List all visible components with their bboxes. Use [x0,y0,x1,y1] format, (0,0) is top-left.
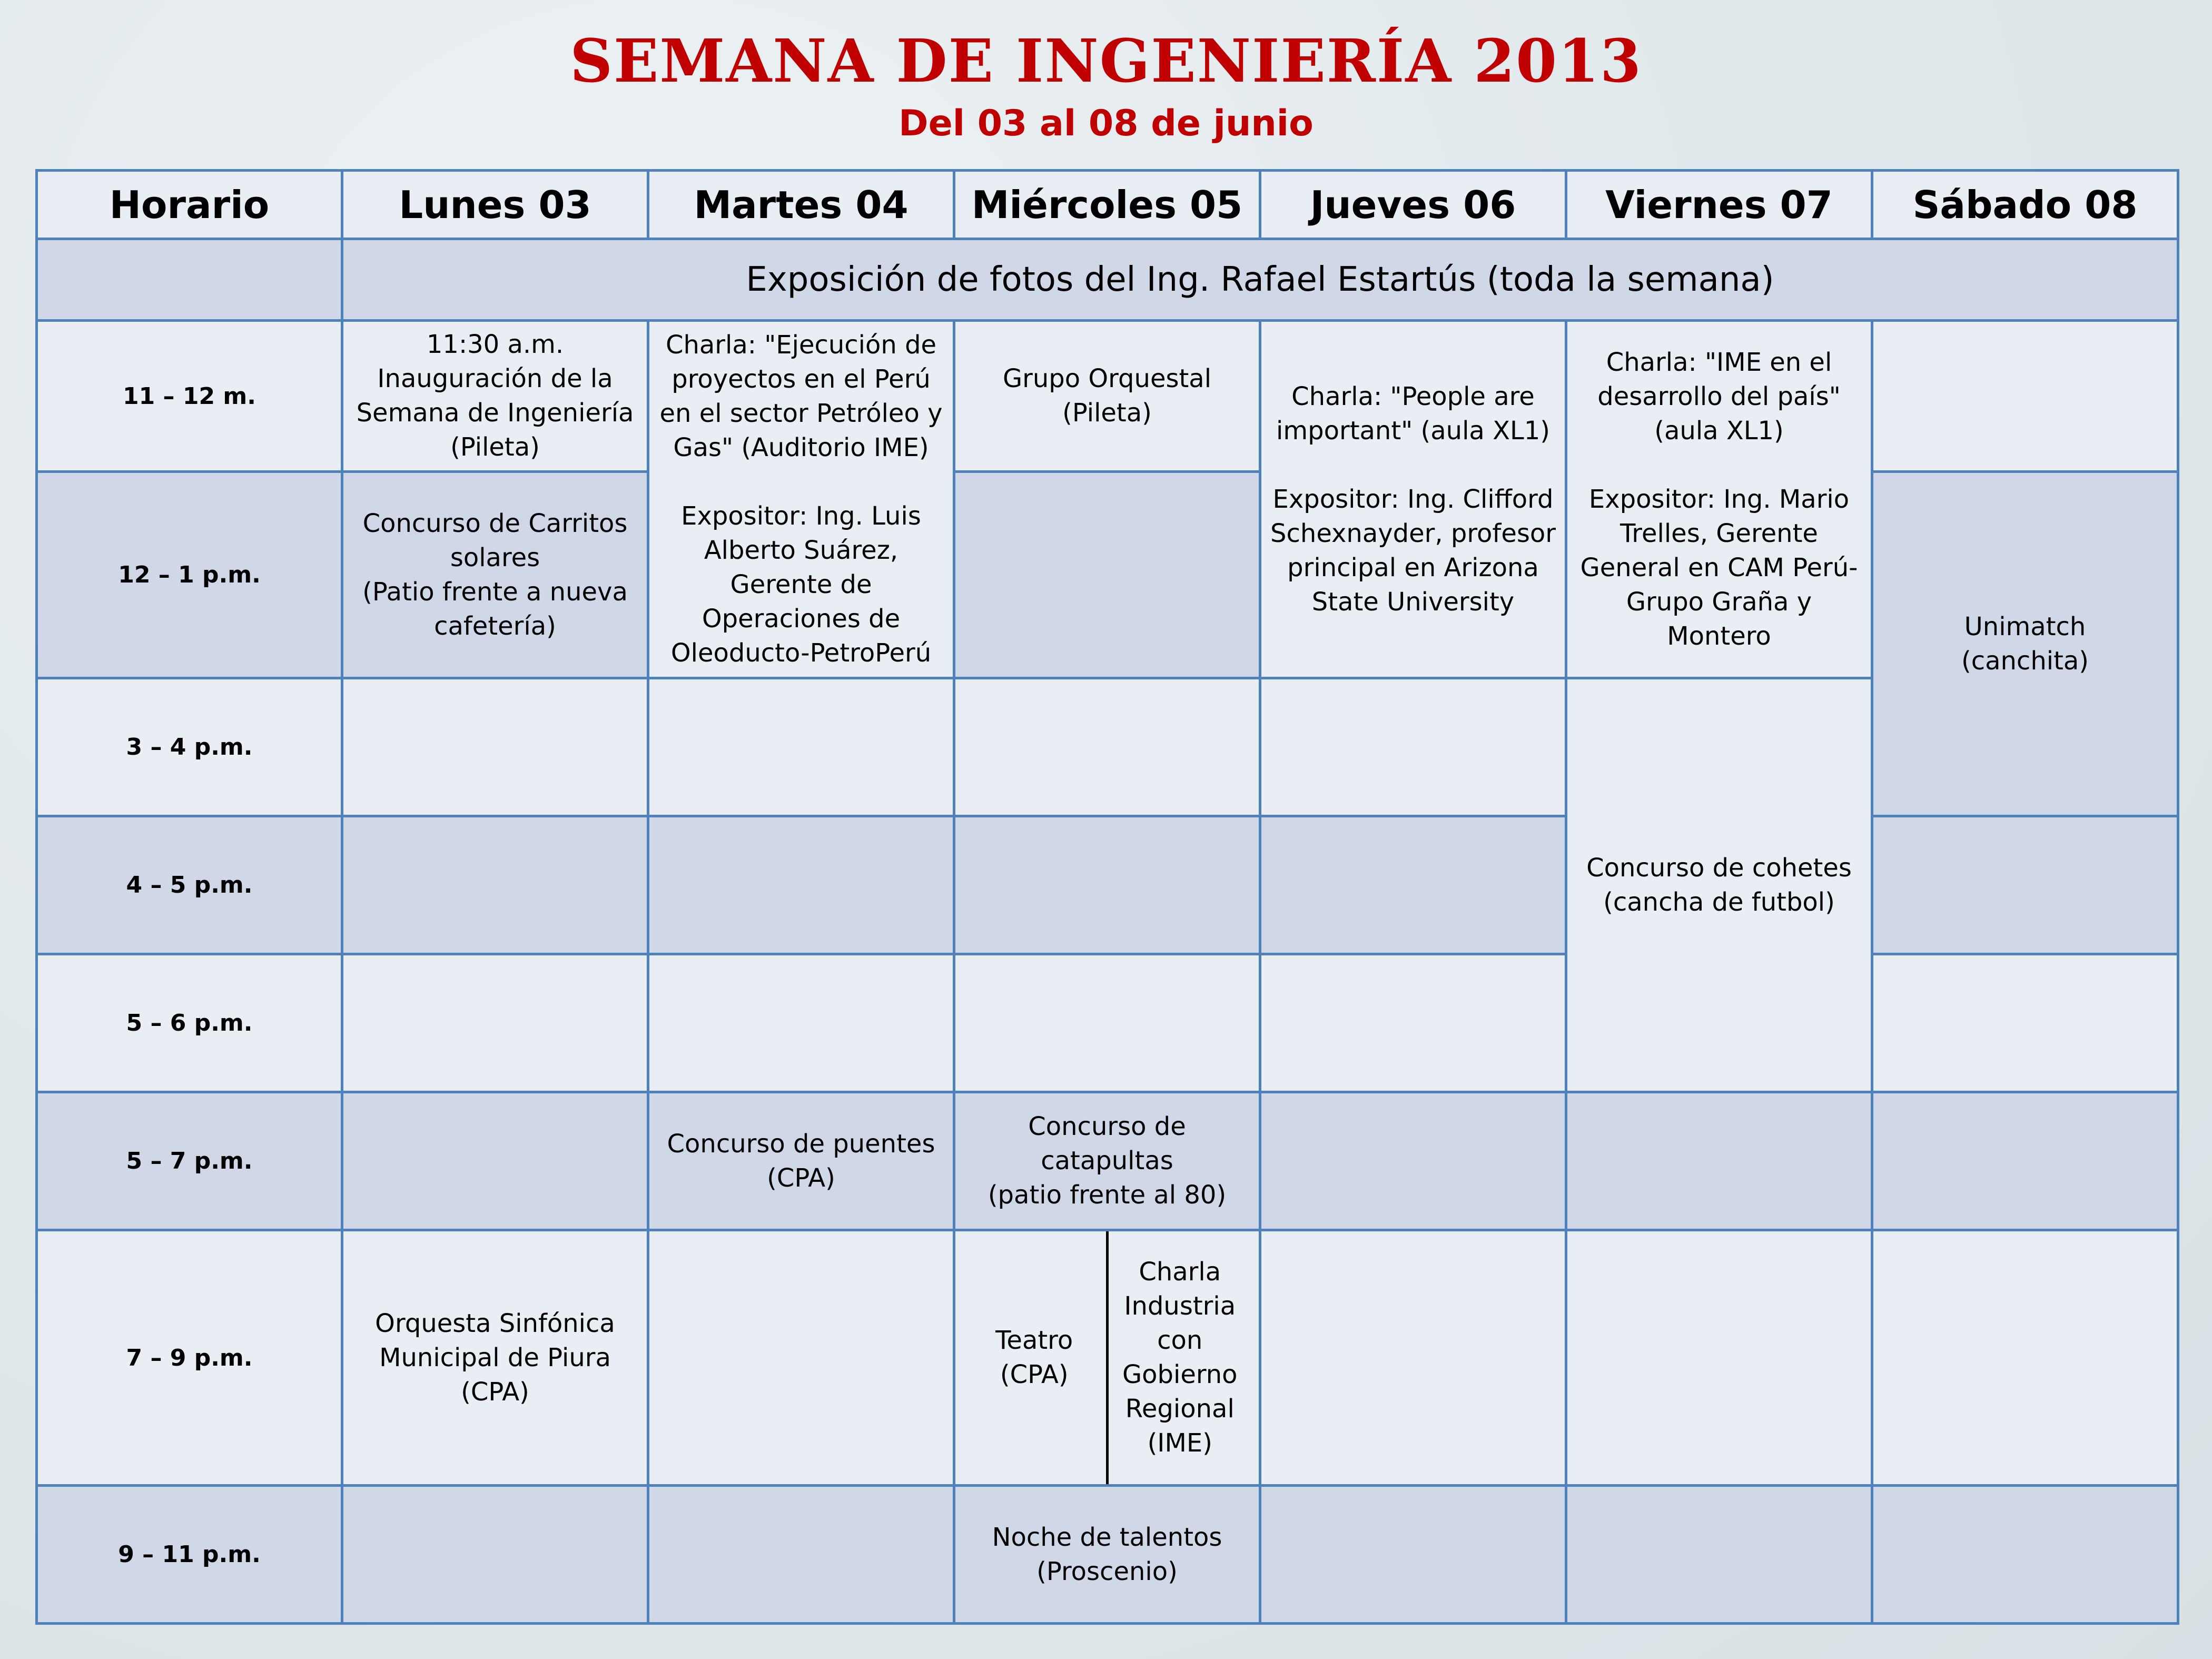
empty-cell [954,678,1260,816]
empty-cell [954,816,1260,954]
event-orquesta-sinfonica: Orquesta Sinfónica Municipal de Piura (CPA) [342,1230,648,1486]
column-header-lunes: Lunes 03 [342,171,648,239]
empty-cell [1566,1230,1872,1486]
column-header-sabado: Sábado 08 [1872,171,2178,239]
event-grupo-orquestal: Grupo Orquestal (Pileta) [954,321,1260,472]
empty-cell [1260,1230,1566,1486]
exposition-cell: Exposición de fotos del Ing. Rafael Estartús (toda la semana) [342,239,2178,321]
split-container [963,1231,1251,1484]
empty-cell [1872,954,2178,1092]
empty-cell [1260,1092,1566,1230]
empty-cell [648,1486,954,1624]
event-charla-jueves: Charla: "People are important" (aula XL1) Expositor: Ing. Clifford Schexnayder, profesor principal en Arizona State University [1260,321,1566,678]
empty-cell [1260,1486,1566,1624]
exposition-row [37,239,2178,321]
event-catapultas: Concurso de catapultas (patio frente al 80) [954,1092,1260,1230]
time-slot: 5 – 7 p.m. [37,1092,342,1230]
time-slot: 9 – 11 p.m. [37,1486,342,1624]
event-inauguracion: 11:30 a.m. Inauguración de la Semana de Ingeniería (Pileta) [342,321,648,472]
empty-cell [1566,1092,1872,1230]
empty-cell [1872,816,2178,954]
empty-cell [648,678,954,816]
empty-cell [648,816,954,954]
empty-cell [954,472,1260,678]
schedule-table [35,169,2179,1625]
event-carritos: Concurso de Carritos solares (Patio frente a nueva cafetería) [342,472,648,678]
column-header-miercoles: Miércoles 05 [954,171,1260,239]
time-slot: 12 – 1 p.m. [37,472,342,678]
time-slot: 7 – 9 p.m. [37,1230,342,1486]
empty-cell [954,954,1260,1092]
empty-cell [37,239,342,321]
empty-cell [342,954,648,1092]
event-charla-industria: Charla Industria con Gobierno Regional (IME) [1122,1257,1238,1458]
empty-cell [1260,816,1566,954]
header-row [37,171,2178,239]
empty-cell [1260,954,1566,1092]
event-teatro: Teatro (CPA) [963,1231,1109,1484]
empty-cell [1872,321,2178,472]
table-row [37,1092,2178,1230]
empty-cell [648,1230,954,1486]
empty-cell [1566,1486,1872,1624]
event-cohetes: Concurso de cohetes (cancha de futbol) [1566,678,1872,1092]
column-header-horario: Horario [37,171,342,239]
column-header-jueves: Jueves 06 [1260,171,1566,239]
split-cell [954,1230,1260,1486]
page-title: SEMANA DE INGENIERÍA 2013 [570,27,1642,96]
event-puentes: Concurso de puentes (CPA) [648,1092,954,1230]
event-noche-talentos: Noche de talentos (Proscenio) [954,1486,1260,1624]
table-row [37,678,2178,816]
empty-cell [1260,678,1566,816]
page-subtitle: Del 03 al 08 de junio [898,103,1314,144]
table-row [37,321,2178,472]
event-charla-martes: Charla: "Ejecución de proyectos en el Perú en el sector Petróleo y Gas" (Auditorio IME) Expositor: Ing. Luis Alberto Suárez, Gerente de Operaciones de Oleoducto-PetroPerú [648,321,954,678]
time-slot: 4 – 5 p.m. [37,816,342,954]
time-slot: 5 – 6 p.m. [37,954,342,1092]
empty-cell [1872,1092,2178,1230]
column-header-viernes: Viernes 07 [1566,171,1872,239]
table-row [37,1230,2178,1486]
empty-cell [342,1092,648,1230]
table-row [37,1486,2178,1624]
empty-cell [342,1486,648,1624]
time-slot: 11 – 12 m. [37,321,342,472]
event-charla-viernes: Charla: "IME en el desarrollo del país" (aula XL1) Expositor: Ing. Mario Trelles, Gerente General en CAM Perú-Grupo Graña y Montero [1566,321,1872,678]
event-unimatch: Unimatch (canchita) [1872,472,2178,816]
empty-cell [648,954,954,1092]
empty-cell [342,678,648,816]
column-header-martes: Martes 04 [648,171,954,239]
empty-cell [1872,1486,2178,1624]
empty-cell [342,816,648,954]
empty-cell [1872,1230,2178,1486]
time-slot: 3 – 4 p.m. [37,678,342,816]
